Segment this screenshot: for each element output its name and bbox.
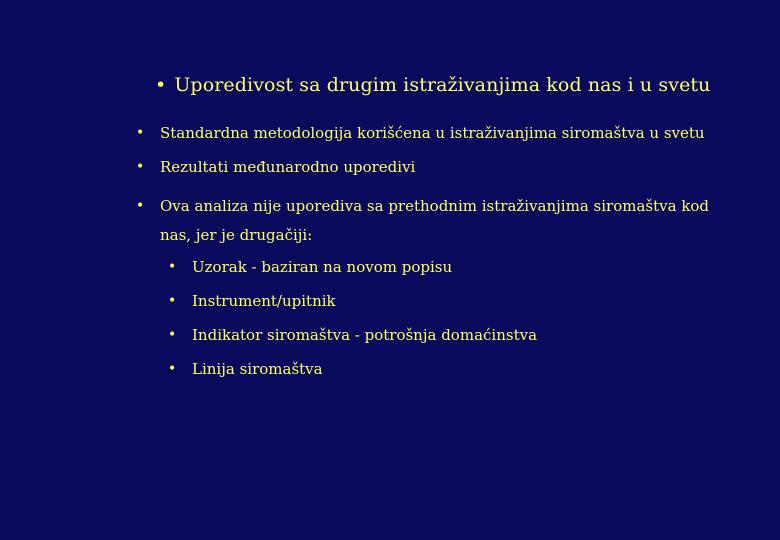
title-bullet: •: [155, 74, 167, 96]
sub-list-item: [168, 256, 453, 278]
list-item-text: Ova analiza nije uporediva sa prethodnim istraživanjima siromaštva kod nas, jer je drugačiji:: [160, 197, 710, 244]
sub-list-item: [168, 290, 336, 312]
bullet-icon: •: [136, 198, 145, 214]
sub-list-item: [168, 358, 323, 380]
slide-title: [155, 74, 711, 96]
bullet-icon: •: [168, 327, 177, 343]
sub-list-item-text: Linija siromaštva: [192, 360, 323, 378]
bullet-icon: •: [136, 159, 145, 175]
list-item: [136, 122, 705, 144]
bullet-icon: •: [168, 293, 177, 309]
bullet-icon: •: [136, 125, 145, 141]
sub-list-item-text: Instrument/upitnik: [192, 292, 336, 310]
title-text: Uporedivost sa drugim istraživanjima kod nas i u svetu: [174, 74, 711, 96]
list-item-text: Standardna metodologija korišćena u istraživanjima siromaštva u svetu: [160, 124, 705, 142]
bullet-icon: •: [168, 361, 177, 377]
sub-list-item: [168, 324, 538, 346]
list-item-text: Rezultati međunarodno uporedivi: [160, 158, 416, 176]
bullet-icon: •: [168, 259, 177, 275]
list-item: [136, 192, 730, 250]
list-item: [136, 156, 416, 178]
sub-list-item-text: Indikator siromaštva - potrošnja domaćinstva: [192, 326, 538, 344]
sub-list-item-text: Uzorak - baziran na novom popisu: [192, 258, 453, 276]
